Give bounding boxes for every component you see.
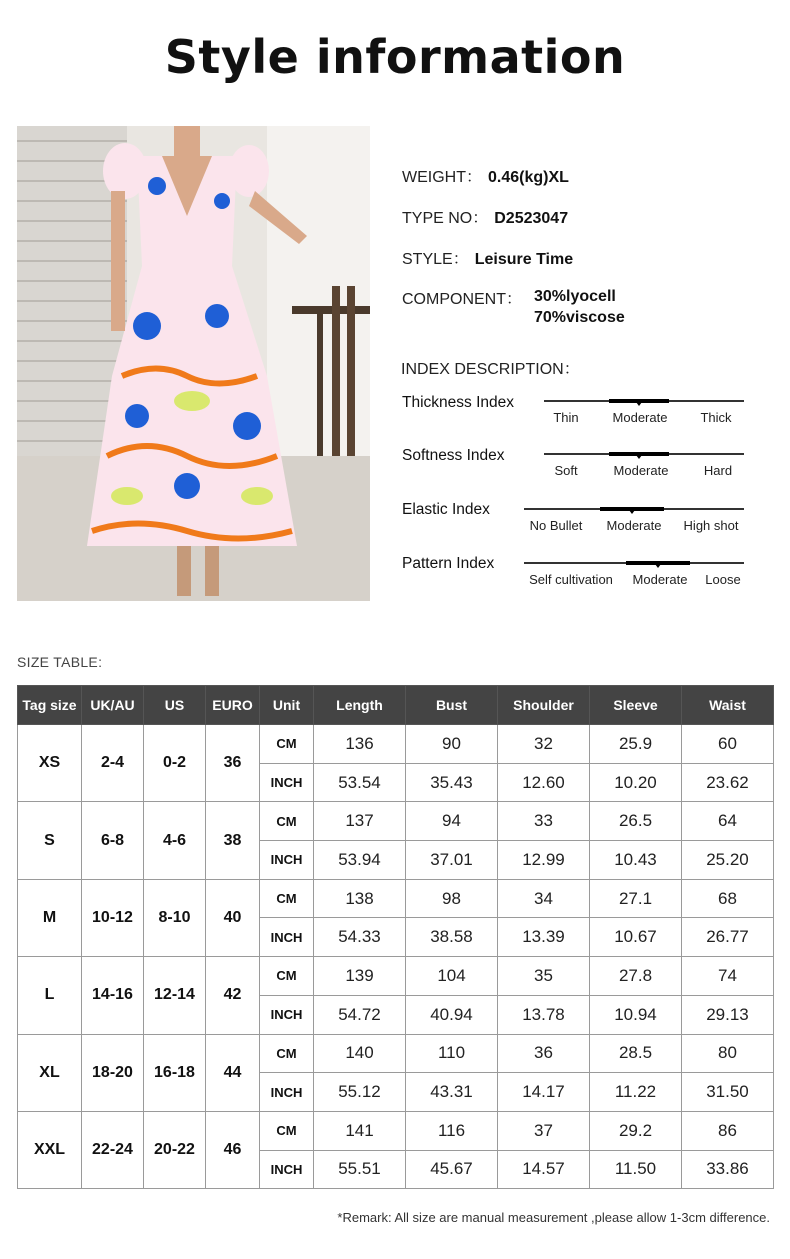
unit-cell: CM xyxy=(260,802,314,841)
column-header: Length xyxy=(314,686,406,725)
style-value: Leisure Time xyxy=(474,251,574,268)
table-header-row xyxy=(18,686,774,725)
table-row xyxy=(18,725,774,764)
pattern-scale xyxy=(524,562,744,592)
scale-marker xyxy=(636,455,642,459)
scale-label-low: Self cultivation xyxy=(529,572,613,587)
column-header: Shoulder xyxy=(498,686,590,725)
us-size-cell: 0-2 xyxy=(144,725,206,802)
measure-cell: 55.51 xyxy=(314,1150,406,1189)
measure-cell: 86 xyxy=(682,1111,774,1150)
tag-size-cell: XS xyxy=(18,725,82,802)
measure-cell: 32 xyxy=(498,725,590,764)
table-row xyxy=(18,957,774,996)
index-heading: INDEX DESCRIPTION： xyxy=(401,361,580,378)
weight-row xyxy=(402,164,569,187)
measure-cell: 10.67 xyxy=(590,918,682,957)
measure-cell: 136 xyxy=(314,725,406,764)
uk-size-cell: 2-4 xyxy=(82,725,144,802)
style-row xyxy=(402,246,573,269)
unit-cell: INCH xyxy=(260,1073,314,1112)
unit-cell: CM xyxy=(260,725,314,764)
unit-cell: INCH xyxy=(260,1150,314,1189)
measure-cell: 23.62 xyxy=(682,763,774,802)
component-value: 30%lyocell xyxy=(534,288,616,305)
measure-cell: 10.94 xyxy=(590,995,682,1034)
measure-cell: 36 xyxy=(498,1034,590,1073)
scale-label-high: Thick xyxy=(700,410,732,425)
type-value: D2523047 xyxy=(494,210,569,227)
measure-cell: 45.67 xyxy=(406,1150,498,1189)
scale-label-mid: Moderate xyxy=(613,463,669,478)
column-header: US xyxy=(144,686,206,725)
euro-size-cell: 46 xyxy=(206,1111,260,1188)
measure-cell: 34 xyxy=(498,879,590,918)
table-row xyxy=(18,879,774,918)
column-header: Waist xyxy=(682,686,774,725)
measure-cell: 29.13 xyxy=(682,995,774,1034)
measure-cell: 141 xyxy=(314,1111,406,1150)
measure-cell: 104 xyxy=(406,957,498,996)
index-name-elastic: Elastic Index xyxy=(402,501,490,518)
scale-label-mid: Moderate xyxy=(606,518,662,533)
euro-size-cell: 44 xyxy=(206,1034,260,1111)
measure-cell: 10.20 xyxy=(590,763,682,802)
product-photo xyxy=(17,126,370,601)
scale-marker xyxy=(636,402,642,406)
table-row xyxy=(18,802,774,841)
page-title: Style information xyxy=(164,30,626,84)
unit-cell: CM xyxy=(260,1111,314,1150)
measure-cell: 98 xyxy=(406,879,498,918)
unit-cell: INCH xyxy=(260,841,314,880)
measure-cell: 116 xyxy=(406,1111,498,1150)
component-value: 70%viscose xyxy=(534,309,625,326)
index-name-thickness: Thickness Index xyxy=(402,394,514,411)
tag-size-cell: XL xyxy=(18,1034,82,1111)
measure-cell: 43.31 xyxy=(406,1073,498,1112)
column-header: Sleeve xyxy=(590,686,682,725)
scale-label-mid: Moderate xyxy=(612,410,668,425)
measure-cell: 54.33 xyxy=(314,918,406,957)
scale-marker xyxy=(629,510,635,514)
measure-cell: 27.8 xyxy=(590,957,682,996)
scale-label-low: Soft xyxy=(554,463,578,478)
uk-size-cell: 14-16 xyxy=(82,957,144,1034)
measure-cell: 28.5 xyxy=(590,1034,682,1073)
measure-cell: 80 xyxy=(682,1034,774,1073)
size-table-label: SIZE TABLE: xyxy=(17,654,103,670)
scale-label-high: High shot xyxy=(683,518,739,533)
euro-size-cell: 38 xyxy=(206,802,260,879)
measure-cell: 64 xyxy=(682,802,774,841)
tag-size-cell: XXL xyxy=(18,1111,82,1188)
column-header: UK/AU xyxy=(82,686,144,725)
remark-note: *Remark: All size are manual measurement ,please allow 1-3cm difference. xyxy=(337,1210,770,1225)
measure-cell: 25.20 xyxy=(682,841,774,880)
style-label: STYLE： xyxy=(402,251,469,268)
index-name-pattern: Pattern Index xyxy=(402,555,495,572)
measure-cell: 12.60 xyxy=(498,763,590,802)
measure-cell: 11.50 xyxy=(590,1150,682,1189)
weight-label: WEIGHT： xyxy=(402,169,482,186)
unit-cell: INCH xyxy=(260,995,314,1034)
measure-cell: 26.77 xyxy=(682,918,774,957)
table-row xyxy=(18,1111,774,1150)
uk-size-cell: 10-12 xyxy=(82,879,144,956)
euro-size-cell: 40 xyxy=(206,879,260,956)
scale-label-low: No Bullet xyxy=(529,518,583,533)
measure-cell: 10.43 xyxy=(590,841,682,880)
size-table xyxy=(17,685,774,1189)
scale-label-low: Thin xyxy=(553,410,579,425)
us-size-cell: 16-18 xyxy=(144,1034,206,1111)
component-label: COMPONENT： xyxy=(402,291,523,308)
measure-cell: 74 xyxy=(682,957,774,996)
table-row xyxy=(18,1034,774,1073)
column-header: Bust xyxy=(406,686,498,725)
weight-value: 0.46(kg)XL xyxy=(488,169,569,186)
measure-cell: 29.2 xyxy=(590,1111,682,1150)
unit-cell: CM xyxy=(260,957,314,996)
component-values xyxy=(534,286,625,328)
us-size-cell: 12-14 xyxy=(144,957,206,1034)
measure-cell: 37 xyxy=(498,1111,590,1150)
measure-cell: 26.5 xyxy=(590,802,682,841)
measure-cell: 13.78 xyxy=(498,995,590,1034)
measure-cell: 53.94 xyxy=(314,841,406,880)
column-header: Unit xyxy=(260,686,314,725)
softness-scale xyxy=(544,453,744,483)
scale-marker xyxy=(655,564,661,568)
measure-cell: 40.94 xyxy=(406,995,498,1034)
measure-cell: 38.58 xyxy=(406,918,498,957)
measure-cell: 110 xyxy=(406,1034,498,1073)
scale-label-high: Hard xyxy=(703,463,733,478)
uk-size-cell: 22-24 xyxy=(82,1111,144,1188)
us-size-cell: 8-10 xyxy=(144,879,206,956)
us-size-cell: 20-22 xyxy=(144,1111,206,1188)
measure-cell: 14.57 xyxy=(498,1150,590,1189)
measure-cell: 11.22 xyxy=(590,1073,682,1112)
unit-cell: INCH xyxy=(260,918,314,957)
measure-cell: 13.39 xyxy=(498,918,590,957)
measure-cell: 12.99 xyxy=(498,841,590,880)
column-header: Tag size xyxy=(18,686,82,725)
type-row xyxy=(402,205,568,228)
measure-cell: 90 xyxy=(406,725,498,764)
measure-cell: 37.01 xyxy=(406,841,498,880)
measure-cell: 138 xyxy=(314,879,406,918)
component-row xyxy=(402,286,522,309)
euro-size-cell: 42 xyxy=(206,957,260,1034)
us-size-cell: 4-6 xyxy=(144,802,206,879)
measure-cell: 27.1 xyxy=(590,879,682,918)
uk-size-cell: 18-20 xyxy=(82,1034,144,1111)
euro-size-cell: 36 xyxy=(206,725,260,802)
elastic-scale xyxy=(524,508,744,538)
measure-cell: 139 xyxy=(314,957,406,996)
measure-cell: 94 xyxy=(406,802,498,841)
measure-cell: 35 xyxy=(498,957,590,996)
tag-size-cell: S xyxy=(18,802,82,879)
column-header: EURO xyxy=(206,686,260,725)
type-label: TYPE NO： xyxy=(402,210,489,227)
unit-cell: CM xyxy=(260,1034,314,1073)
measure-cell: 33 xyxy=(498,802,590,841)
uk-size-cell: 6-8 xyxy=(82,802,144,879)
measure-cell: 55.12 xyxy=(314,1073,406,1112)
measure-cell: 35.43 xyxy=(406,763,498,802)
scale-label-high: Loose xyxy=(705,572,741,587)
measure-cell: 33.86 xyxy=(682,1150,774,1189)
measure-cell: 31.50 xyxy=(682,1073,774,1112)
unit-cell: CM xyxy=(260,879,314,918)
measure-cell: 53.54 xyxy=(314,763,406,802)
scale-label-mid: Moderate xyxy=(632,572,688,587)
measure-cell: 25.9 xyxy=(590,725,682,764)
index-name-softness: Softness Index xyxy=(402,447,505,464)
thickness-scale xyxy=(544,400,744,430)
tag-size-cell: M xyxy=(18,879,82,956)
measure-cell: 140 xyxy=(314,1034,406,1073)
tag-size-cell: L xyxy=(18,957,82,1034)
measure-cell: 14.17 xyxy=(498,1073,590,1112)
unit-cell: INCH xyxy=(260,763,314,802)
measure-cell: 60 xyxy=(682,725,774,764)
measure-cell: 54.72 xyxy=(314,995,406,1034)
measure-cell: 68 xyxy=(682,879,774,918)
measure-cell: 137 xyxy=(314,802,406,841)
